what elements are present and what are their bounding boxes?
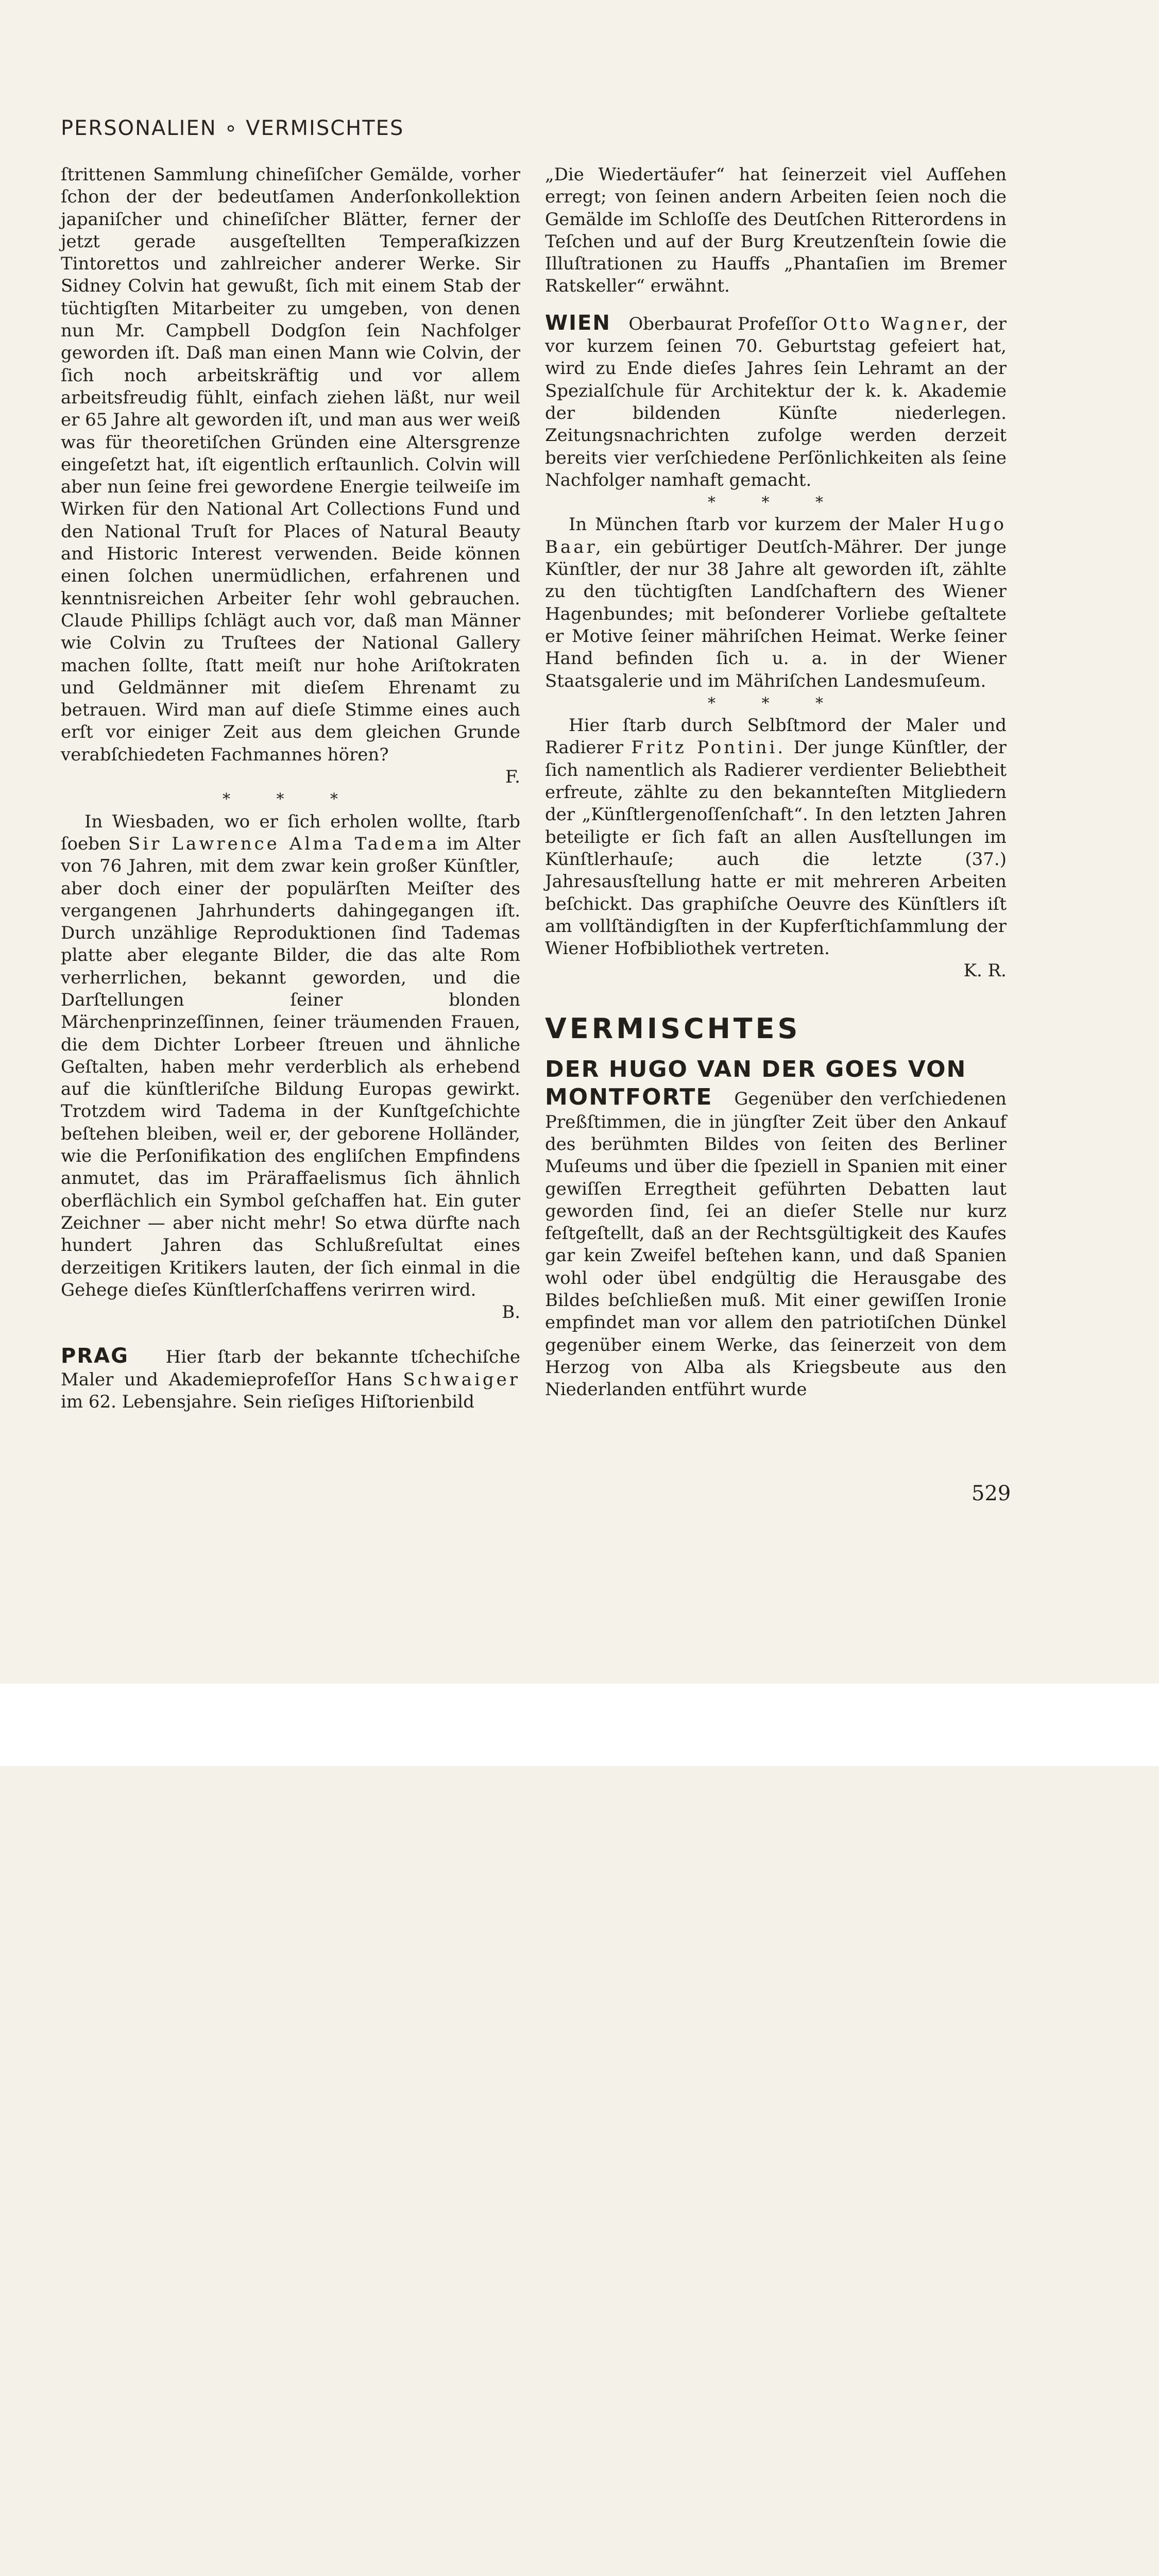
separator-stars: * * *: [707, 494, 844, 512]
footer-bar: [0, 1684, 1159, 1766]
name-fritz-pontini: Fritz Pontini.: [631, 737, 786, 758]
paragraph-wiedertaeufer: „Die Wiedertäufer“ hat ſeinerzeit viel Aufſehen erregt; von ſeinen andern Arbeiten ſeien noch die Gemälde im Schloſſe des Deutſchen Ritterordens in Teſchen und auf der Burg Kreutzenſtein ſowie die Illuſtrationen zu Hauffs „Phantaſien im Bremer Ratskeller“ erwähnt.: [545, 164, 1007, 297]
paragraph-pontini: Hier ſtarb durch Selbſtmord der Maler und Radierer Fritz Pontini. Der junge Künſtler, der ſich namentlich als Radierer verdienter Beliebtheit erfreute, zählte zu den bekannteſten Mitgliedern der „Künſtlergenoſſenſchaft“. In den letzten Jahren beteiligte er ſich faſt an allen Ausſtellungen im Künſtlerhauſe; auch die letzte (37.) Jahresausſtellung hatte er mit mehreren Arbeiten beſchickt. Das graphiſche Oeuvre des Künſtlers iſt am vollſtändigſten in der Kupferſtichſammlung der Wiener Hofbibliothek vertreten. K. R.: [545, 715, 1007, 982]
paragraph-colvin: ſtrittenen Sammlung chineſiſcher Gemälde, vorher ſchon der der bedeutſamen Anderſonkollektion japaniſcher und chineſiſcher Blätter, ferner der jetzt gerade ausgeſtellten Temperaſkizzen Tintorettos und zahlreicher anderer Werke. Sir Sidney Colvin hat gewußt, ſich mit einem Stab der tüchtigſten Mitarbeiter zu umgeben, von denen nun Mr. Campbell Dodgſon ſein Nachfolger geworden iſt. Daß man einen Mann wie Colvin, der ſich noch arbeitskräftig und vor allem arbeitsfreudig fühlt, einfach ziehen läßt, nur weil er 65 Jahre alt geworden iſt, und man aus wer weiß was für theoretiſchen Gründen eine Altersgrenze eingeſetzt hat, iſt eigentlich erſtaunlich. Colvin will aber nun ſeine frei gewordene Energie teilweiſe im Wirken für den National Art Collections Fund und den National Truſt for Places of Natural Beauty and Historic Interest verwenden. Beide können einen ſolchen unermüdlichen, erfahrenen und kenntnisreichen Arbeiter ſehr wohl gebrauchen. Claude Phillips ſchlägt auch vor, daß man Männer wie Colvin zu Truſtees der National Gallery machen ſollte, ſtatt meiſt nur hohe Ariſtokraten und Geldmänner mit dieſem Ehrenamt zu betrauen. Wird man auf dieſe Stimme eines auch erſt vor einiger Zeit aus dem gleichen Grunde verabſchiedeten Fachmannes hören? F.: [61, 164, 520, 788]
page-number: 529: [971, 1482, 1011, 1505]
section-title-vermischtes: VERMISCHTES: [545, 1012, 801, 1045]
name-otto-wagner: Otto Wagner,: [823, 313, 971, 334]
subsection-title-goes: DER HUGO VAN DER GOES VON: [545, 1056, 967, 1082]
paragraph-prag: PRAG Hier ſtarb der bekannte tſchechiſche Maler und Akademieprofeſſor Hans Schwaiger im 62. Lebensjahre. Sein rieſiges Hiſtorienbild: [61, 1344, 521, 1413]
paragraph-wien: WIEN Oberbaurat Profeſſor Otto Wagner, der vor kurzem ſeinen 70. Geburtstag gefeiert hat, wird zu Ende dieſes Jahres ſein Lehramt an der Spezialſchule für Architektur der k. k. Akademie der bildenden Künſte niederlegen. Zeitungsnachrichten zufolge werden derzeit bereits vier verſchiedene Perſönlichkeiten als ſeine Nachfolger namhaft gemacht.: [545, 311, 1007, 490]
paragraph-alma-tadema: In Wiesbaden, wo er ſich erholen wollte, ſtarb ſoeben Sir Lawrence Alma Tadema im Alter von 76 Jahren, mit dem zwar kein großer Künſtler, aber doch einer der populärſten Meiſter des vergangenen Jahrhunderts dahingegangen iſt. Durch unzählige Reproduktionen ſind Tademas platte aber elegante Bilder, die das alte Rom verherrlichen, bekannt geworden, und die Darſtellungen ſeiner blonden Märchenprinzeſſinnen, ſeiner träumenden Frauen, die dem Dichter Lorbeer ſtreuen und ähnliche Geſtalten, haben mehr verderblich als erhebend auf die künſtleriſche Bildung Europas gewirkt. Trotzdem wird Tadema in der Kunſtgeſchichte beſtehen bleiben, weil er, der geborene Holländer, wie die Perſonifikation des engliſchen Empfindens anmutet, das im Präraffaelismus ſich ähnlich oberflächlich ein Symbol geſchaffen hat. Ein guter Zeichner — aber nicht mehr! So etwa dürfte nach hundert Jahren das Schlußreſultat eines derzeitigen Kritikers lauten, der ſich einmal in die Gehege dieſes Künſtlerſchaffens verirren wird. B.: [61, 811, 520, 1324]
paragraph-goes: MONTFORTE Gegenüber den verſchiedenen Preßſtimmen, die in jüngſter Zeit über den Ankauf des berühmten Bildes von ſeiten des Berliner Muſeums und über die ſpeziell in Spanien mit einer gewiſſen Erregtheit geführten Debatten laut geworden ſind, ſei an dieſer Stelle nur kurz feſtgeſtellt, daß an der Rechtsgültigkeit des Kaufes gar kein Zweifel beſtehen kann, und daß Spanien wohl oder übel endgültig die Herausgabe des Bildes beſchließen muß. Mit einer gewiſſen Ironie empfindet man vor allem den patriotiſchen Dünkel gegenüber einem Werke, das ſeinerzeit von dem Herzog von Alba als Kriegsbeute aus den Niederlanden entführt wurde: [545, 1083, 1007, 1400]
separator-stars: * * *: [222, 790, 359, 809]
signature-f: F.: [505, 767, 520, 788]
runin-wien: WIEN: [545, 311, 611, 335]
name-hugo-baar: Hugo Baar,: [545, 514, 1007, 557]
runin-prag: PRAG: [61, 1344, 129, 1368]
signature-b: B.: [502, 1302, 520, 1323]
right-column: [545, 164, 1007, 1401]
left-column: [61, 164, 520, 1413]
subsection-title-montforte: MONTFORTE: [545, 1083, 713, 1110]
separator-stars: * * *: [707, 694, 844, 713]
paragraph-hugo-baar: In München ſtarb vor kurzem der Maler Hugo Baar, ein gebürtiger Deutſch-Mährer. Der junge Künſtler, der nur 38 Jahre alt geworden iſt, zählte zu den tüchtigſten Landſchaftern des Wiener Hagenbundes; mit beſonderer Vorliebe geſtaltete er Motive ſeiner mähriſchen Heimat. Werke ſeiner Hand befinden ſich u. a. in der Wiener Staatsgalerie und im Mähriſchen Landesmuſeum.: [545, 514, 1007, 691]
running-header: PERSONALIEN ∘ VERMISCHTES: [61, 116, 404, 140]
signature-kr: K. R.: [963, 960, 1007, 981]
name-alma-tadema: Sir Lawrence Alma Tadema: [128, 833, 440, 854]
name-schwaiger: Schwaiger: [403, 1369, 521, 1390]
